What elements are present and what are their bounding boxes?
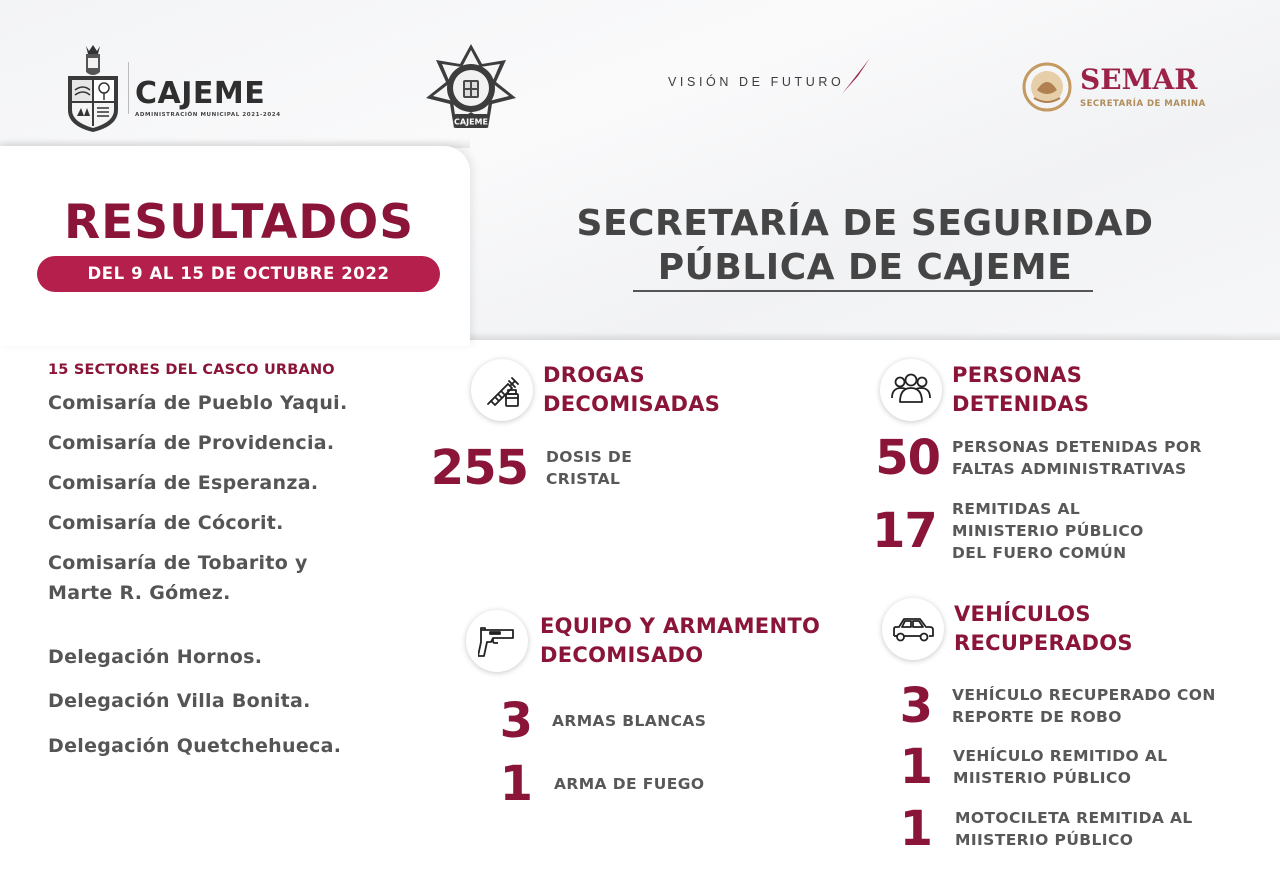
semar-logo-subtitle: SECRETARÍA DE MARINA [1080, 99, 1206, 109]
cajeme-logo-name: CAJEME [135, 75, 266, 111]
vehicles-stat-motorcycle-remitted [890, 801, 1193, 857]
detained-title-line2: DETENIDAS [952, 392, 1090, 416]
stat-value: 50 [875, 430, 940, 486]
drugs-section-title [543, 361, 720, 419]
pistol-icon [466, 610, 528, 672]
date-range-badge: DEL 9 AL 15 DE OCTUBRE 2022 [37, 256, 440, 292]
vehicles-section-header [882, 598, 1133, 660]
stat-value: 3 [499, 693, 532, 749]
stat-label: REMITIDAS AL MINISTERIO PÚBLICO DEL FUERO COMÚN [952, 500, 1144, 562]
detained-title-line1: PERSONAS [952, 363, 1083, 387]
police-badge-logo [424, 42, 518, 134]
stat-label: DOSIS DE CRISTAL [546, 448, 633, 488]
detained-section-title [952, 361, 1089, 419]
department-title-line2: PÚBLICA DE CAJEME [657, 247, 1073, 288]
logo-divider [128, 62, 129, 114]
car-icon [882, 598, 944, 660]
weapons-title-line2: DECOMISADO [540, 643, 704, 667]
cajeme-logo-subtitle: ADMINISTRACIÓN MUNICIPAL 2021-2024 [135, 111, 281, 118]
vehicles-section-title [954, 600, 1133, 658]
weapons-stat-firearm [496, 756, 705, 812]
sectors-list [48, 362, 418, 759]
detained-stat-remitted [872, 498, 1144, 564]
weapons-section-title [540, 612, 820, 670]
vehicles-stat-vehicle-remitted [890, 739, 1168, 795]
weapons-section-header [466, 610, 820, 672]
sector-item: Comisaría de Pueblo Yaqui. [48, 392, 348, 414]
stat-label: MOTOCILETA REMITIDA AL MIISTERIO PÚBLICO [955, 809, 1193, 849]
department-title-line1: SECRETARÍA DE SEGURIDAD [576, 203, 1154, 244]
sector-item: Delegación Villa Bonita. [48, 690, 311, 712]
sector-item: Comisaría de Cócorit. [48, 512, 284, 534]
semar-logo [1022, 62, 1206, 112]
stat-value: 1 [899, 739, 932, 795]
stat-label: PERSONAS DETENIDAS POR FALTAS ADMINISTRATIVAS [952, 438, 1202, 478]
drugs-title-line1: DROGAS [543, 363, 645, 387]
cajeme-logo [64, 42, 281, 134]
sector-item: Marte R. Gómez. [48, 582, 231, 604]
sector-item: Delegación Quetchehueca. [48, 735, 342, 757]
mexico-seal-icon [1022, 62, 1072, 112]
sector-item: Comisaría de Tobarito y [48, 552, 308, 574]
vehicles-title-line1: VEHÍCULOS [954, 602, 1091, 626]
stat-label: ARMA DE FUEGO [554, 775, 705, 793]
stat-label: ARMAS BLANCAS [552, 712, 707, 730]
detained-stat-administrative [872, 430, 1202, 486]
police-star-badge-icon [424, 42, 518, 134]
drugs-section-header [471, 359, 720, 421]
vehicles-title-line2: RECUPERADOS [954, 631, 1133, 655]
sector-item: Comisaría de Providencia. [48, 432, 335, 454]
stat-value: 1 [899, 801, 932, 857]
stat-value: 17 [872, 503, 937, 559]
sector-item: Delegación Hornos. [48, 646, 263, 668]
vision-logo-text: VISIÓN DE FUTURO [668, 75, 845, 89]
coat-of-arms-icon [64, 42, 122, 134]
sectors-heading: 15 SECTORES DEL CASCO URBANO [48, 362, 335, 378]
department-title-underline [633, 290, 1093, 292]
people-icon [880, 359, 942, 421]
vision-de-futuro-logo [668, 68, 874, 96]
department-title [540, 202, 1190, 290]
results-title: RESULTADOS [63, 195, 415, 250]
weapons-title-line1: EQUIPO Y ARMAMENTO [540, 614, 821, 638]
semar-logo-name: SEMAR [1080, 63, 1198, 96]
drugs-stat-crystal [424, 440, 633, 496]
stat-label: VEHÍCULO RECUPERADO CON REPORTE DE ROBO [952, 686, 1216, 726]
vehicles-stat-recovered [890, 678, 1216, 734]
weapons-stat-blades [496, 693, 707, 749]
stat-value: 1 [499, 756, 532, 812]
svg-text:CAJEME: CAJEME [454, 117, 488, 127]
sector-item: Comisaría de Esperanza. [48, 472, 319, 494]
arrow-swoosh-icon [838, 56, 874, 96]
stat-value: 3 [899, 678, 932, 734]
syringe-icon [471, 359, 533, 421]
stat-value: 255 [430, 440, 528, 496]
stat-label: VEHÍCULO REMITIDO AL MIISTERIO PÚBLICO [953, 747, 1168, 787]
detained-section-header [880, 359, 1089, 421]
drugs-title-line2: DECOMISADAS [543, 392, 721, 416]
